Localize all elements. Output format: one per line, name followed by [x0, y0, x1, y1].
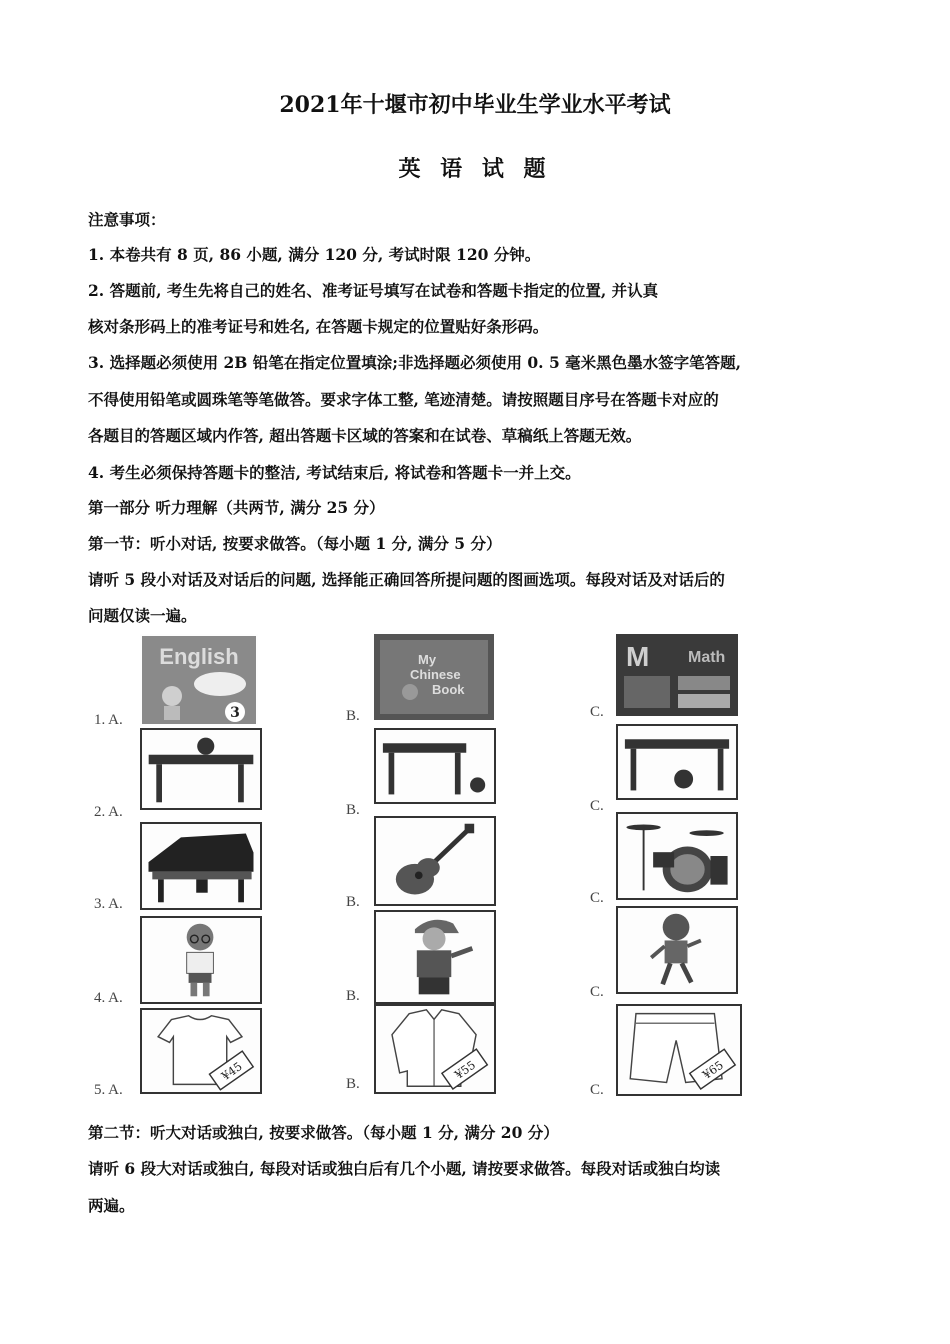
- math-book-icon[interactable]: [616, 634, 738, 716]
- exam-subject: 英 语 试 题: [398, 156, 552, 182]
- notice-heading: 注意事项：: [88, 210, 166, 229]
- chinese-book-title-3: Book: [432, 682, 465, 697]
- q1-label-b: B.: [346, 708, 360, 724]
- price-tag-a: ¥45: [218, 1059, 245, 1084]
- notice-line: 2. 答题前, 考生先将自己的姓名、准考证号填写在试卷和答题卡指定的位置, 并认真: [88, 281, 659, 300]
- chinese-book-title-1: My: [418, 652, 437, 667]
- q3-label-c: C.: [590, 890, 604, 906]
- boy-with-glasses-icon[interactable]: [140, 916, 262, 1004]
- ball-on-table-icon[interactable]: [140, 728, 262, 810]
- book-number: 3: [230, 705, 240, 721]
- q4-label-c: C.: [590, 984, 604, 1000]
- part1-heading: 第一部分 听力理解（共两节, 满分 25 分）: [88, 498, 385, 517]
- q5-label-c: C.: [590, 1082, 604, 1098]
- q5-label-a: 5. A.: [94, 1082, 123, 1098]
- notice-line: 核对条形码上的准考证号和姓名, 在答题卡规定的位置贴好条形码。: [88, 317, 549, 336]
- shorts-icon[interactable]: [616, 1004, 742, 1096]
- t-shirt-icon[interactable]: [140, 1008, 262, 1094]
- exam-title: 2021年十堰市初中毕业生学业水平考试: [279, 92, 671, 118]
- q3-label-b: B.: [346, 894, 360, 910]
- piano-icon[interactable]: [140, 822, 262, 910]
- ball-beside-table-icon[interactable]: [374, 728, 496, 804]
- q1-label-c: C.: [590, 704, 604, 720]
- math-book-title: Math: [688, 649, 726, 666]
- section1-instructions: 问题仅读一遍。: [88, 606, 197, 625]
- notice-line: 不得使用铅笔或圆珠笔等笔做答。要求字体工整, 笔迹清楚。请按照题目序号在答题卡对应的: [88, 390, 719, 409]
- notice-line: 1. 本卷共有 8 页, 86 小题, 满分 120 分, 考试时限 120 分钟。: [88, 245, 541, 264]
- section1-heading: 第一节：听小对话, 按要求做答。（每小题 1 分, 满分 5 分）: [88, 534, 502, 553]
- shirt-icon[interactable]: [374, 1004, 496, 1094]
- chinese-book-icon[interactable]: [374, 634, 494, 720]
- section2-instructions: 两遍。: [88, 1196, 135, 1215]
- notice-line: 3. 选择题必须使用 2B 铅笔在指定位置填涂;非选择题必须使用 0. 5 毫米黑色墨水签字笔答题,: [88, 353, 742, 372]
- q5-label-b: B.: [346, 1076, 360, 1092]
- english-book-text: English: [159, 644, 239, 669]
- q4-label-b: B.: [346, 988, 360, 1004]
- notice-line: 4. 考生必须保持答题卡的整洁, 考试结束后, 将试卷和答题卡一并上交。: [88, 463, 581, 482]
- chinese-book-title-2: Chinese: [410, 667, 461, 682]
- picture-options-grid: [88, 632, 858, 1102]
- q1-label-a: 1. A.: [94, 712, 123, 728]
- section2-instructions: 请听 6 段大对话或独白, 每段对话或独白后有几个小题, 请按要求做答。每段对话或独白均读: [88, 1159, 721, 1178]
- drums-icon[interactable]: [616, 812, 738, 900]
- notice-line: 各题目的答题区域内作答, 超出答题卡区域的答案和在试卷、草稿纸上答题无效。: [88, 426, 642, 445]
- section1-instructions: 请听 5 段小对话及对话后的问题, 选择能正确回答所提问题的图画选项。每段对话及对话后的: [88, 570, 725, 589]
- q3-label-a: 3. A.: [94, 896, 123, 912]
- q2-label-b: B.: [346, 802, 360, 818]
- boy-with-cap-icon[interactable]: [374, 910, 496, 1004]
- math-book-letter: M: [626, 641, 650, 672]
- ball-under-table-icon[interactable]: [616, 724, 738, 800]
- price-tag-b: ¥55: [452, 1057, 479, 1082]
- english-book-icon[interactable]: [140, 634, 258, 726]
- q2-label-c: C.: [590, 798, 604, 814]
- q2-label-a: 2. A.: [94, 804, 123, 820]
- section2-heading: 第二节：听大对话或独白, 按要求做答。（每小题 1 分, 满分 20 分）: [88, 1123, 559, 1142]
- q4-label-a: 4. A.: [94, 990, 123, 1006]
- boy-dancing-icon[interactable]: [616, 906, 738, 994]
- guitar-icon[interactable]: [374, 816, 496, 906]
- price-tag-c: ¥65: [699, 1057, 726, 1082]
